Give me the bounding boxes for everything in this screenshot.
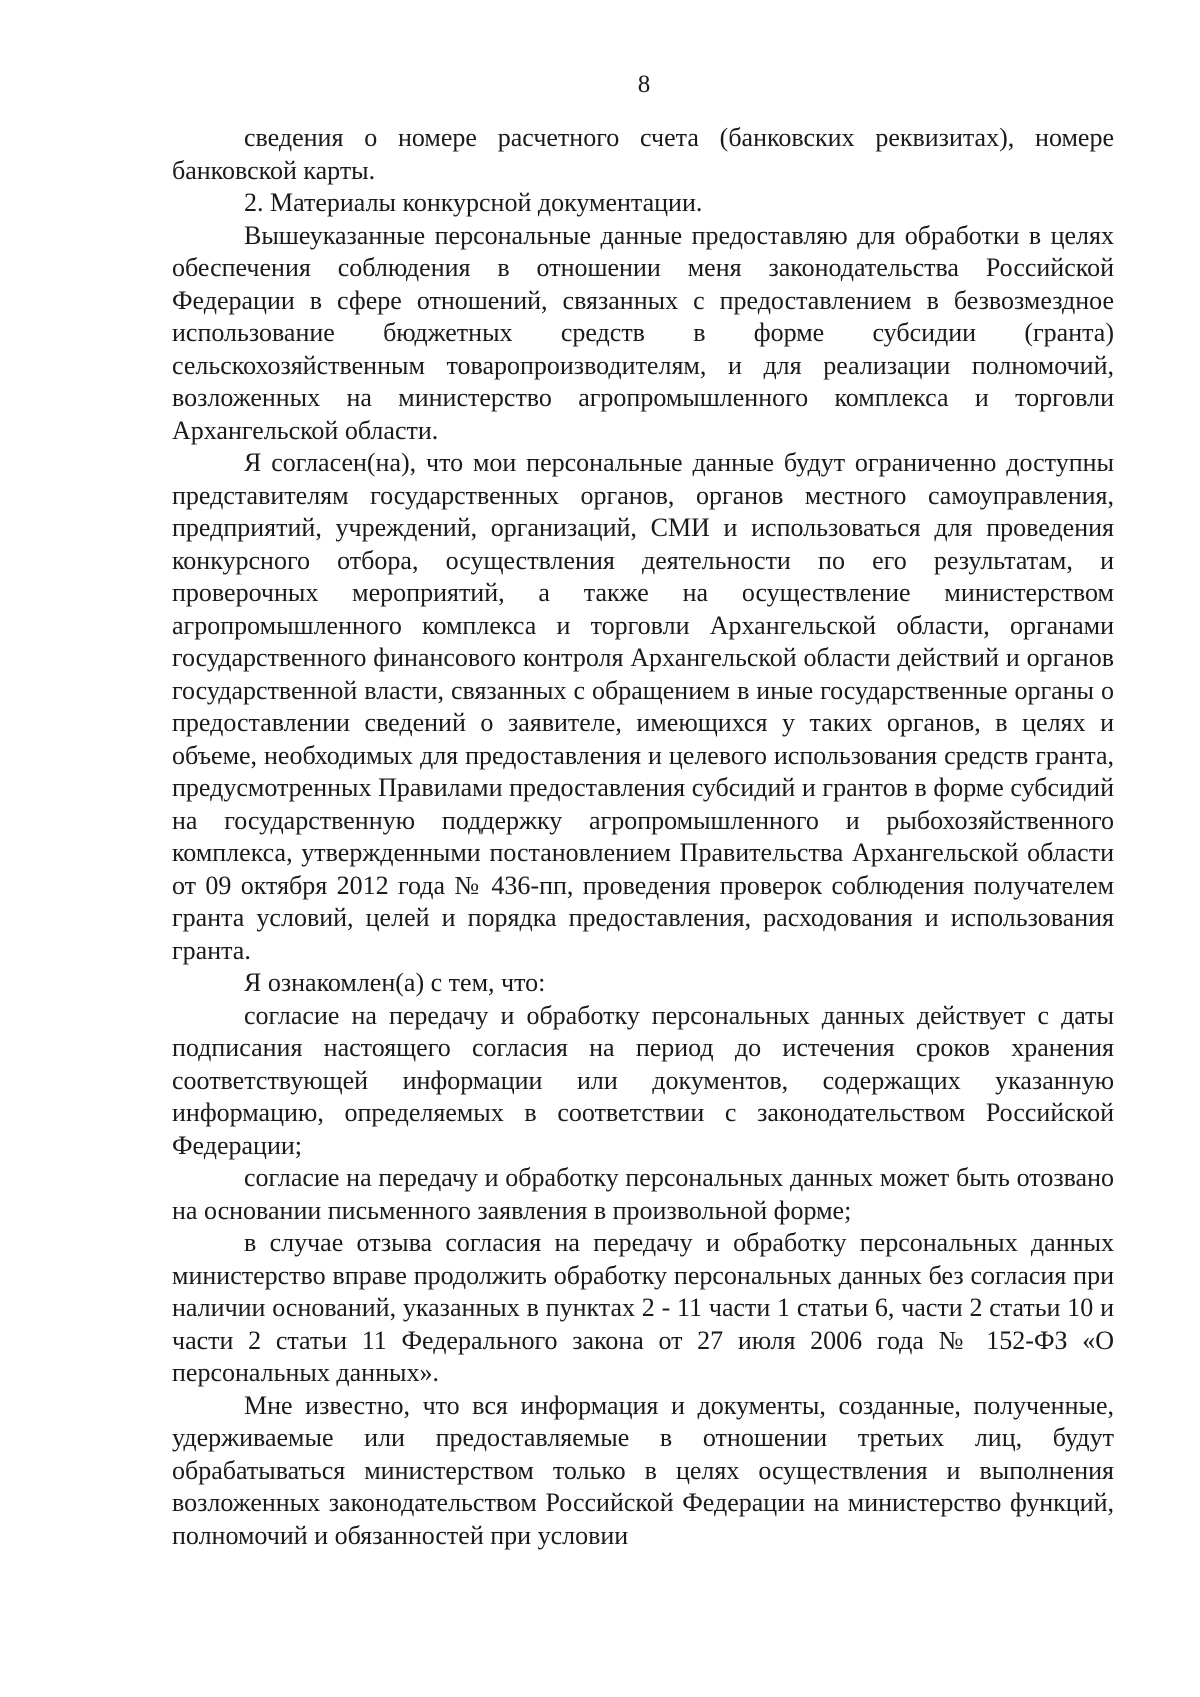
paragraph-third-party-info: Мне известно, что вся информация и документы, созданные, полученные, удерживаемые или предоставляемые в отношении третьих лиц, будут обрабатываться министерством только в целях осуществления и выполнения возложенных законодательством Российской Федерации на министерство функций, полномочий и обязанностей при условии (172, 1390, 1114, 1550)
page-number: 8 (637, 71, 651, 98)
document-body (172, 122, 1114, 1552)
paragraph-consent-access: Я согласен(на), что мои персональные данные будут ограниченно доступны представителям государственных органов, органов местного самоуправления, предприятий, учреждений, организаций, СМИ и использоваться для проведения конкурсного отбора, осуществления деятельности по его результатам, и проверочных мероприятий, а также на осуществление министерством агропромышленного комплекса и торговли Архангельской области, органами государственного финансового контроля Архангельской области действий и органов государственной власти, связанных с обращением в иные государственные органы о предоставлении сведений о заявителе, имеющихся у таких органов, в целях и объеме, необходимых для предоставления и целевого использования средств гранта, предусмотренных Правилами предоставления субсидий и грантов в форме субсидий на государственную поддержку агропромышленного и рыбохозяйственного комплекса, утвержденными постановлением Правительства Архангельской области от 09 октября 2012 года № 436-пп, проведения проверок соблюдения получателем гранта условий, целей и порядка предоставления, расходования и использования гранта. (172, 448, 1114, 965)
paragraph-consent-duration: согласие на передачу и обработку персональных данных действует с даты подписания настоящего согласия на период до истечения сроков хранения соответствующей информации или документов, содержащих указанную информацию, определяемых в соответствии с законодательством Российской Федерации; (172, 1000, 1114, 1160)
paragraph-processing-purpose: Вышеуказанные персональные данные предоставляю для обработки в целях обеспечения соблюдения в отношении меня законодательства Российской Федерации в сфере отношений, связанных с предоставлением в безвозмездное использование бюджетных средств в форме субсидии (гранта) сельскохозяйственным товаропроизводителям, и для реализации полномочий, возложенных на министерство агропромышленного комплекса и торговли Архангельской области. (172, 220, 1114, 445)
paragraph-consent-revocation: согласие на передачу и обработку персональных данных может быть отозвано на основании письменного заявления в произвольной форме; (172, 1163, 1114, 1225)
paragraph-acknowledgement: Я ознакомлен(а) с тем, что: (244, 968, 546, 997)
paragraph-revocation-consequences: в случае отзыва согласия на передачу и обработку персональных данных министерство вправе продолжить обработку персональных данных без согласия при наличии оснований, указанных в пунктах 2 - 11 части 1 статьи 6, части 2 статьи 10 и части 2 статьи 11 Федерального закона от 27 июля 2006 года № 152-ФЗ «О персональных данных». (172, 1228, 1114, 1387)
paragraph-bank-details: сведения о номере расчетного счета (банковских реквизитах), номере банковской карты. (172, 123, 1114, 185)
paragraph-competition-materials: 2. Материалы конкурсной документации. (244, 188, 703, 217)
